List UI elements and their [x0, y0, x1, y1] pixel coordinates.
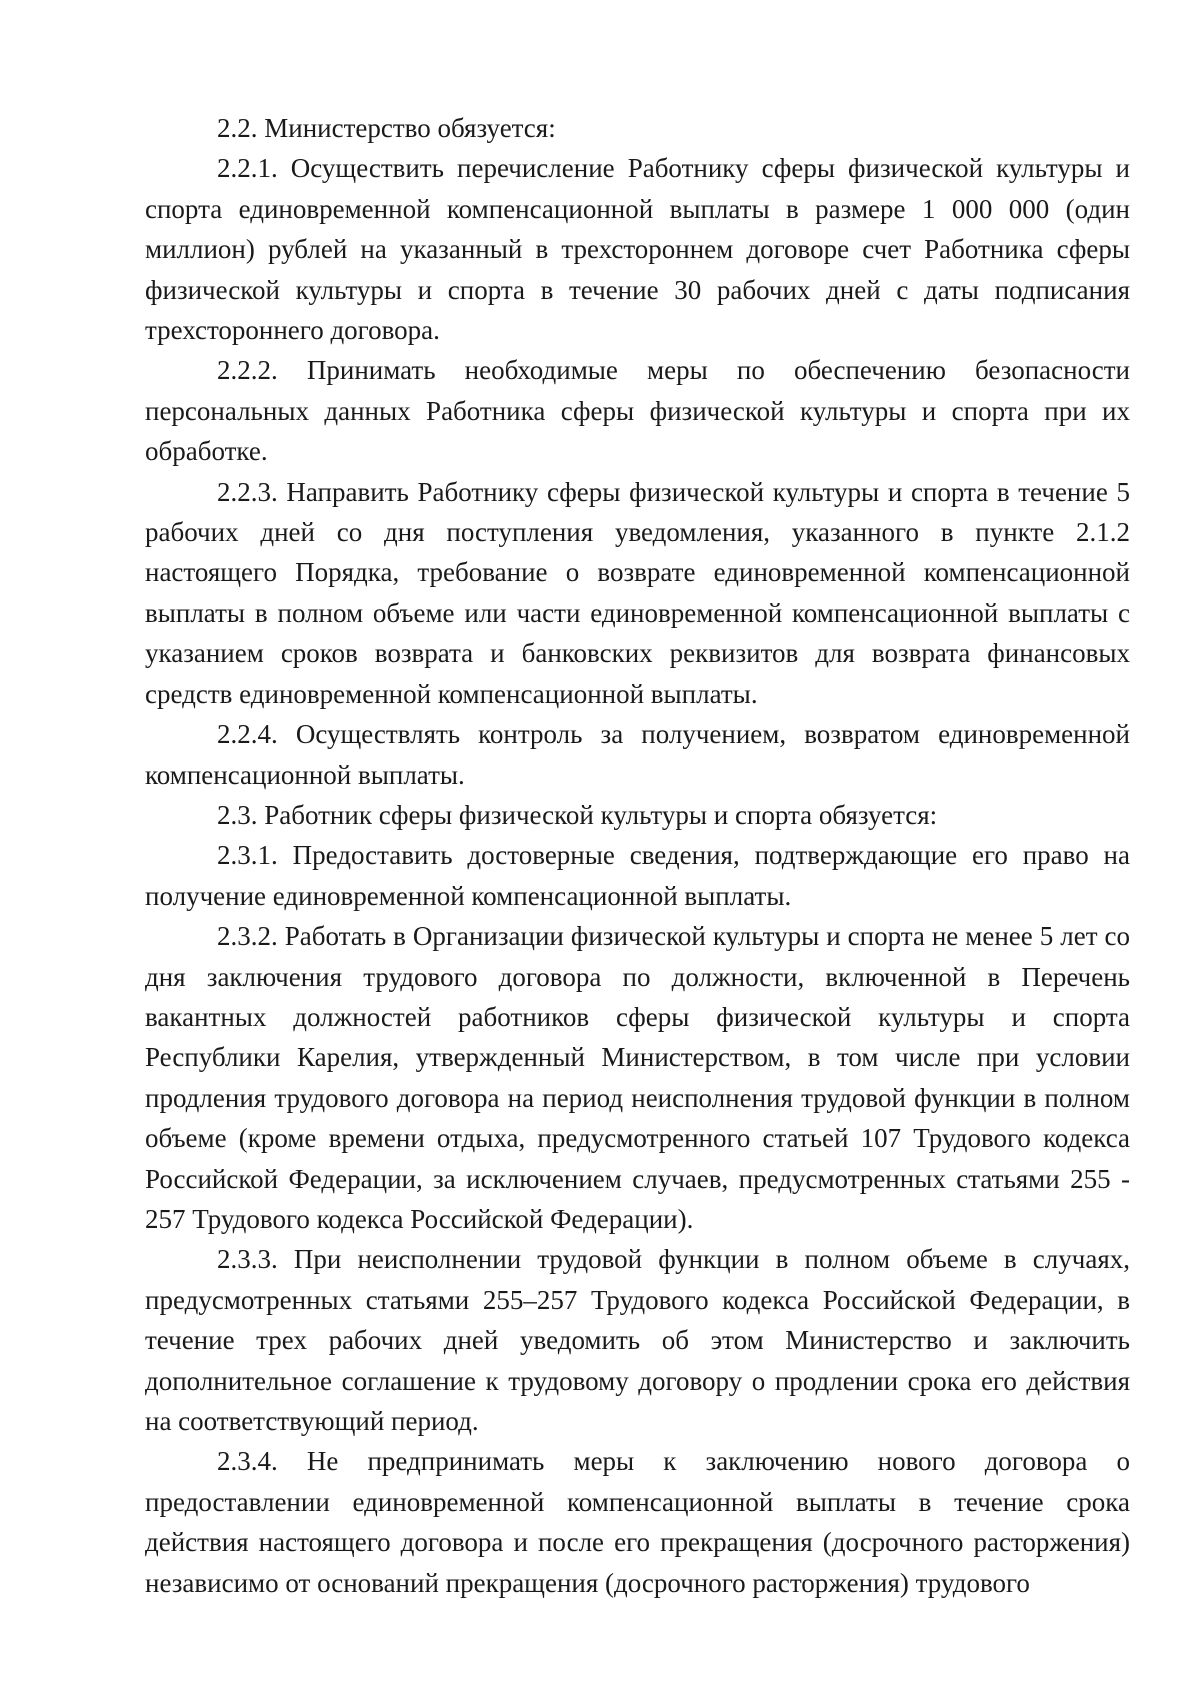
clause-2-3-1: 2.3.1. Предоставить достоверные сведения, подтверждающие его право на получение единовременной компенсационной выплаты.: [145, 840, 1130, 911]
document-body: [145, 108, 1130, 1603]
clause-2-3-4: 2.3.4. Не предпринимать меры к заключению нового договора о предоставлении единовременной компенсационной выплаты в течение срока действия настоящего договора и после его прекращения (досрочного расторжения) независимо от оснований прекращения (досрочного расторжения) трудового: [145, 1446, 1130, 1598]
clause-2-3-3: 2.3.3. При неисполнении трудовой функции в полном объеме в случаях, предусмотренных статьями 255–257 Трудового кодекса Российской Федерации, в течение трех рабочих дней уведомить об этом Министерство и заключить дополнительное соглашение к трудовому договору о продлении срока его действия на соответствующий период.: [145, 1244, 1130, 1436]
clause-2-2-3: 2.2.3. Направить Работнику сферы физической культуры и спорта в течение 5 рабочих дней со дня поступления уведомления, указанного в пункте 2.1.2 настоящего Порядка, требование о возврате единовременной компенсационной выплаты в полном объеме или части единовременной компенсационной выплаты с указанием сроков возврата и банковских реквизитов для возврата финансовых средств единовременной компенсационной выплаты.: [145, 476, 1130, 709]
clause-2-2-1: 2.2.1. Осуществить перечисление Работнику сферы физической культуры и спорта единовременной компенсационной выплаты в размере 1 000 000 (один миллион) рублей на указанный в трехстороннем договоре счет Работника сферы физической культуры и спорта в течение 30 рабочих дней с даты подписания трехстороннего договора.: [145, 153, 1130, 346]
section-2-3-heading: 2.3. Работник сферы физической культуры и спорта обязуется:: [217, 799, 938, 830]
section-2-2-heading: 2.2. Министерство обязуется:: [217, 113, 556, 143]
clause-2-2-2: 2.2.2. Принимать необходимые меры по обеспечению безопасности персональных данных Работника сферы физической культуры и спорта при их обработке.: [145, 355, 1130, 467]
clause-2-3-2: 2.3.2. Работать в Организации физической культуры и спорта не менее 5 лет со дня заключения трудового договора по должности, включенной в Перечень вакантных должностей работников сферы физической культуры и спорта Республики Карелия, утвержденный Министерством, в том числе при условии продления трудового договора на период неисполнения трудовой функции в полном объеме (кроме времени отдыха, предусмотренного статьей 107 Трудового кодекса Российской Федерации, за исключением случаев, предусмотренных статьями 255 - 257 Трудового кодекса Российской Федерации).: [145, 921, 1130, 1234]
clause-2-2-4: 2.2.4. Осуществлять контроль за получением, возвратом единовременной компенсационной выплаты.: [145, 719, 1130, 790]
